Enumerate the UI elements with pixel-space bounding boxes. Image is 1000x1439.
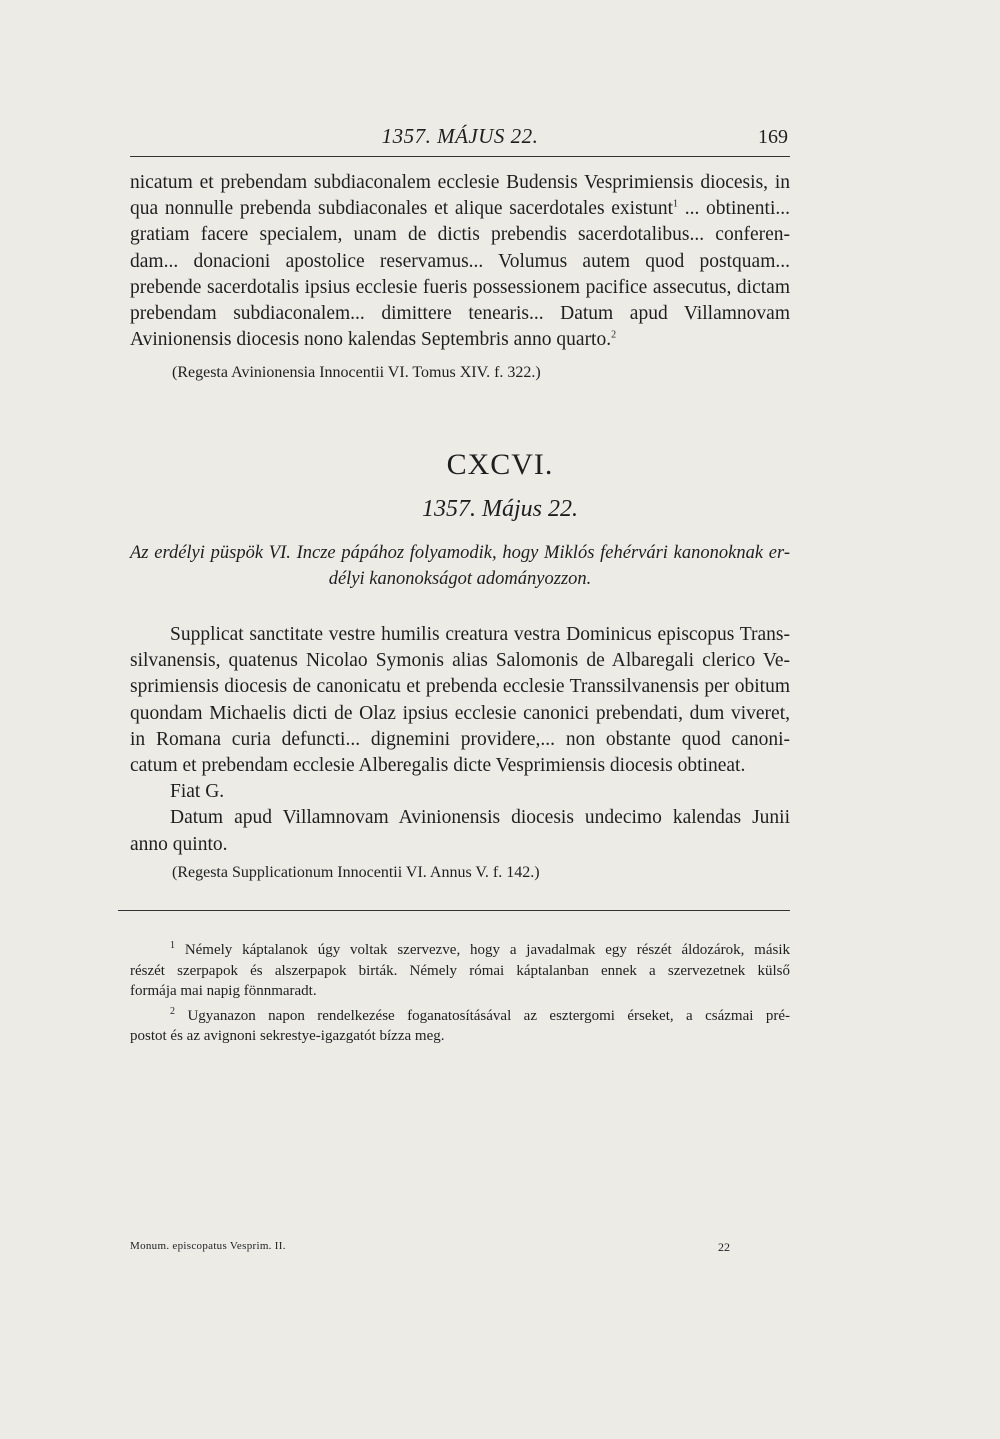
citation: (Regesta Supplicationum Innocentii VI. Annus V. f. 142.) [172,864,540,881]
text-line: sprimiensis diocesis de canonicatu et prebenda ecclesie Transsilvanensis per obitum [130,676,790,698]
page-number: 169 [758,126,788,148]
continued-text [130,170,790,353]
document-body [130,622,790,858]
summary-line: Az erdélyi püspök VI. Incze pápához folyamodik, hogy Miklós fehérvári kanonoknak er- [130,543,790,563]
footnotes [130,936,790,1047]
signature-mark: Monum. episcopatus Vesprim. II. [130,1240,286,1252]
text-line: nicatum et prebendam subdiaconalem ecclesie Budensis Vesprimiensis diocesis, in [130,172,790,193]
document-summary [130,540,790,592]
footnote-line: formája mai napig fönnmaradt. [130,983,317,999]
footnote-line: postot és az avignoni sekrestye-igazgatót bízza meg. [130,1028,445,1044]
text-line: gratiam facere specialem, unam de dictis prebendis sacerdotalibus... conferen- [130,224,790,246]
footnote-divider [118,910,790,911]
footnote-mark: 2 [170,1005,175,1017]
citation: (Regesta Avinionensia Innocentii VI. Tomus XIV. f. 322.) [172,364,541,381]
text-line: quondam Michaelis dicti de Olaz ipsius ecclesie canonici prebendati, dum viveret, [130,702,790,724]
summary-line: délyi kanonokságot adományozzon. [328,569,592,589]
text-line: qua nonnulle prebenda subdiaconales et alique sacerdotales existunt$^1$ ... obtinenti... [130,198,791,220]
footnote-line: $^1$ Némely káptalanok úgy voltak szervezve, hogy a javadalmak egy részét áldozárok, másik [170,940,790,958]
text-line: prebende sacerdotalis ipsius ecclesie fueris possessionem pacifice assecutus, dictam [130,276,790,298]
footnote-line: részét szerpapok és alszerpapok birták. Némely római káptalanban ennek a szervezetnek külső [130,962,790,979]
text-line: silvanensis, quatenus Nicolao Symonis alias Salomonis de Albaregali clerico Ve- [130,650,790,672]
text-line: in Romana curia defuncti... dignemini providere,... non obstante quod canoni- [130,728,790,750]
running-header [130,120,790,157]
text-line: dam... donacioni apostolice reservamus... Volumus autem quod postquam... [130,250,790,272]
text-line: Supplicat sanctitate vestre humilis creatura vestra Dominicus episcopus Trans- [170,624,790,645]
text-line: Avinionensis diocesis nono kalendas Septembris anno quarto.$^2$ [130,329,617,351]
text-line: prebendam subdiaconalem... dimittere tenearis... Datum apud Villamnovam [130,303,790,325]
document-date: 1357. Május 22. [422,496,578,522]
fiat-line: Fiat G. [170,781,225,803]
footnote-mark: 1 [673,198,678,210]
footnote-mark: 1 [170,940,175,951]
document-number: CXCVI. [446,448,554,481]
text-line: anno quinto. [130,833,228,855]
footnote-mark: 2 [611,329,617,341]
signature-number: 22 [718,1240,730,1254]
text-line: catum et prebendam ecclesie Alberegalis dicte Vesprimiensis diocesis obtineat. [130,755,746,777]
text-line: Datum apud Villamnovam Avinionensis diocesis undecimo kalendas Junii [170,807,790,829]
footnote-line: $^2$ Ugyanazon napon rendelkezése foganatosításával az esztergomi érseket, a csázmai pré- [170,1005,790,1024]
running-title: 1357. MÁJUS 22. [381,124,539,148]
